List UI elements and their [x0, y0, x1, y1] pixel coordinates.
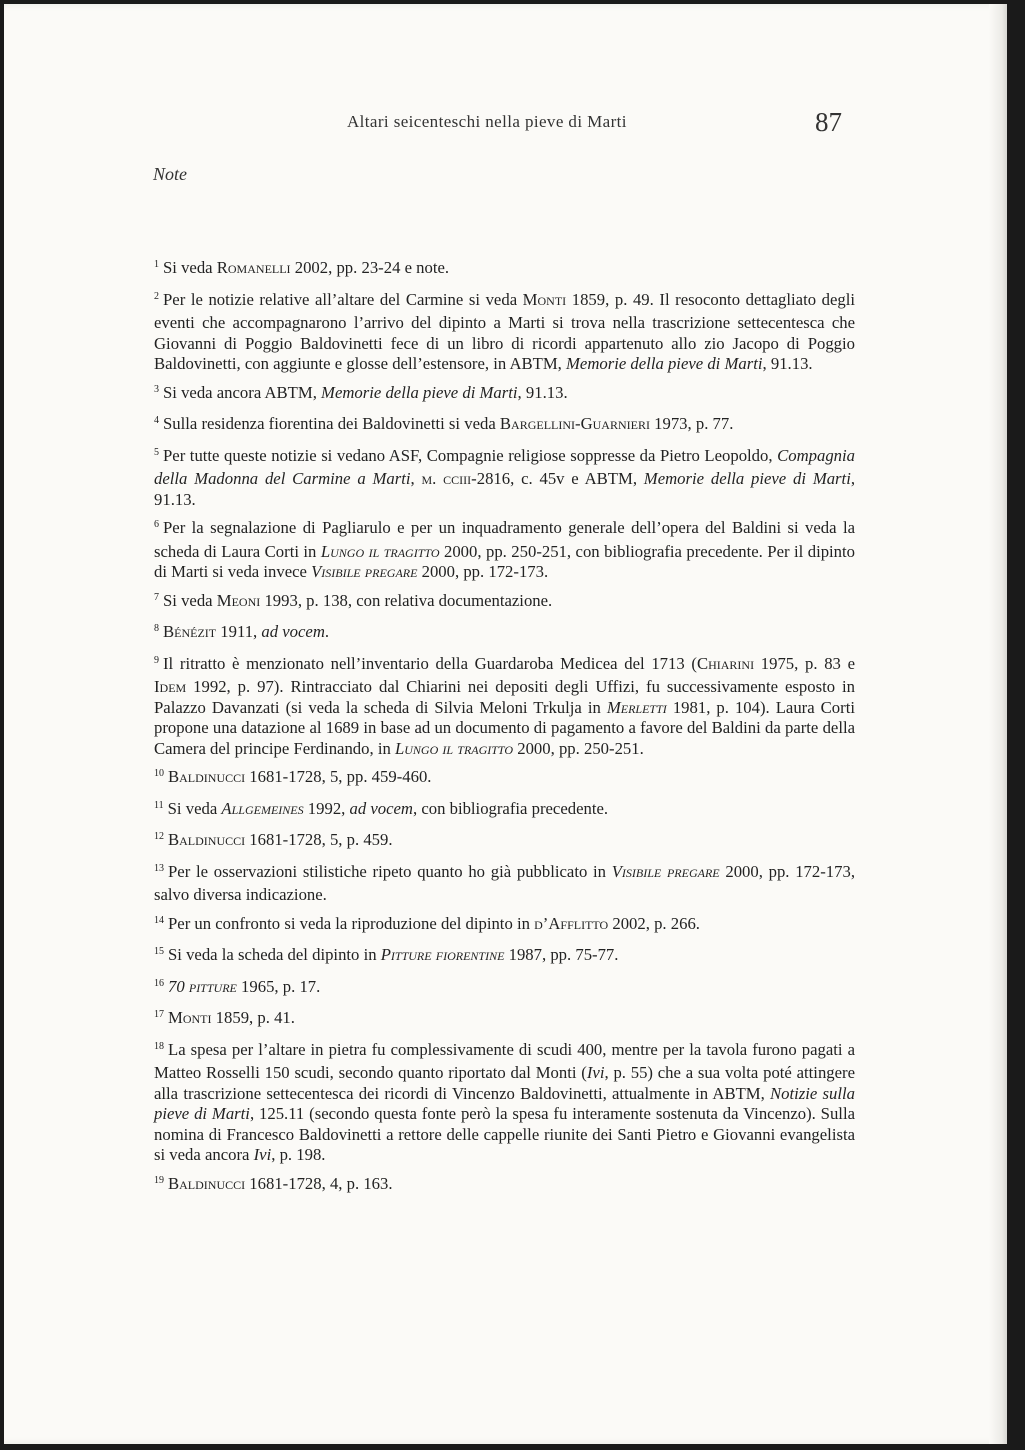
footnote-text: ad vocem — [349, 798, 413, 818]
footnote-text: Idem — [154, 677, 187, 696]
footnote-text: Allgemeines — [221, 798, 304, 818]
footnote-text: 1965, p. 17. — [236, 976, 321, 996]
footnote-number: 3 — [154, 383, 159, 395]
footnote-1 — [154, 258, 855, 282]
footnote-text: Per tutte queste notizie si vedano ASF, Compagnie religiose soppresse da Pietro Leopoldo, — [163, 445, 778, 465]
footnote-text: 1911, — [216, 622, 262, 641]
footnote-13 — [154, 862, 855, 906]
footnote-text: 1681-1728, 5, pp. 459-460. — [245, 767, 432, 786]
footnote-number: 6 — [154, 519, 159, 530]
footnote-4 — [154, 414, 855, 438]
footnote-text: , 91.13. — [154, 469, 855, 509]
footnote-text: Visibile pregare — [311, 562, 418, 581]
footnote-number: 11 — [154, 799, 164, 811]
footnote-15 — [154, 945, 855, 969]
footnote-text: Per la segnalazione di Pagliarulo e per un inquadramento generale dell’opera del Baldini si veda la scheda di Laura Corti in — [154, 518, 855, 561]
footnote-text: , p. 55) che a sua volta poté attingere alla trascrizione settecentesca dei ricordi di Vincenzo Baldovinetti, attualmente in ABTM, — [154, 1063, 855, 1103]
footnote-text: , 91.13. — [517, 382, 568, 402]
footnote-17 — [154, 1008, 855, 1032]
footnote-12 — [154, 830, 855, 854]
footnote-text: La spesa per l’altare in pietra fu complessivamente di scudi 400, mentre per la tavola furono pagati a Matteo Rosselli 150 scudi, secondo quanto riportato dal Monti ( — [154, 1039, 855, 1082]
footnote-number: 9 — [154, 654, 159, 666]
footnote-11 — [154, 799, 855, 823]
footnote-text: 1987, pp. 75-77. — [504, 945, 619, 964]
footnote-text: , 91.13. — [762, 354, 813, 373]
footnote-number: 13 — [154, 862, 164, 874]
footnote-10 — [154, 767, 855, 791]
footnote-text: Baldinucci — [168, 767, 246, 786]
footnote-text: . — [324, 622, 330, 641]
footnote-14 — [154, 914, 855, 938]
footnote-text: d’Afflitto — [534, 913, 609, 933]
footnote-text: 2000, pp. 250-251. — [513, 738, 644, 758]
footnote-number: 10 — [154, 768, 164, 779]
footnote-text: , con bibliografia precedente. — [412, 798, 609, 818]
footnote-text: , — [410, 469, 422, 488]
footnote-text: Si veda — [167, 798, 222, 818]
footnote-text: Bénézit — [163, 622, 217, 641]
footnote-text: ad vocem — [261, 622, 325, 641]
footnote-text: 1859, p. 41. — [211, 1008, 295, 1027]
footnote-text: 1992, p. 97). Rintracciato dal Chiarini nei depositi degli Uffizi, fu successivamente esposto in Palazzo Davanzati (si veda la scheda di Silvia Meloni Trkulja in — [154, 677, 855, 717]
footnote-text: 2000, pp. 172-173. — [417, 562, 549, 581]
footnote-text: Baldinucci — [168, 830, 246, 849]
footnote-text: Lungo il tragitto — [320, 541, 440, 561]
footnote-text: Lungo il tragitto — [394, 738, 514, 758]
footnote-text: , 125.11 (secondo questa fonte però la spesa fu interamente sostenuta da Vincenzo). Sulla nomina di Francesco Baldovinetti a rettore delle cappelle riunite dei Santi Pietro e Giovanni evangelista si veda ancora — [154, 1104, 855, 1164]
footnote-text: 2002, p. 266. — [608, 913, 700, 933]
footnote-5 — [154, 446, 855, 511]
footnote-2 — [154, 290, 855, 375]
footnote-text: Ivi — [586, 1063, 605, 1082]
footnote-number: 7 — [154, 591, 159, 603]
footnote-text: Ivi — [253, 1145, 272, 1164]
footnote-text: 1973, p. 77. — [649, 414, 734, 433]
footnote-text: Bargellini-Guarnieri — [499, 414, 650, 433]
footnote-9 — [154, 654, 855, 760]
footnote-text: Si veda — [163, 258, 217, 277]
footnote-text: Per un confronto si veda la riproduzione del dipinto in — [168, 913, 535, 933]
footnote-number: 15 — [154, 946, 164, 957]
footnote-text: 1975, p. 83 e — [754, 653, 855, 673]
footnote-text: Memorie della pieve di Marti — [566, 354, 763, 373]
footnote-text: 1992, — [303, 798, 350, 818]
footnote-number: 4 — [154, 415, 159, 426]
footnote-number: 14 — [154, 914, 164, 926]
notes-list — [154, 258, 855, 1205]
footnote-text: -2816, c. 45v e ABTM, — [471, 469, 644, 488]
footnote-number: 2 — [154, 290, 159, 302]
footnote-text: Romanelli — [216, 258, 291, 277]
footnote-text: Pitture fiorentine — [380, 945, 505, 964]
footnote-number: 1 — [154, 259, 159, 270]
footnote-text: Per le notizie relative all’altare del Carmine si veda — [163, 289, 523, 309]
footnote-7 — [154, 591, 855, 615]
footnote-number: 5 — [154, 446, 159, 458]
footnote-text: 2000, pp. 172-173, salvo diversa indicazione. — [154, 861, 855, 904]
footnote-16 — [154, 977, 855, 1001]
footnote-text: Il ritratto è menzionato nell’inventario della Guardaroba Medicea del 1713 ( — [163, 653, 697, 673]
book-page — [4, 4, 1007, 1444]
footnote-text: Memorie della pieve di Marti — [643, 469, 851, 488]
footnote-number: 19 — [154, 1174, 164, 1186]
footnote-3 — [154, 383, 855, 407]
footnote-text: 1681-1728, 4, p. 163. — [245, 1173, 393, 1193]
footnote-text: Si veda ancora ABTM, — [163, 382, 322, 402]
page-number: 87 — [815, 107, 842, 137]
footnote-text: 2000, pp. 250-251, con bibliografia precedente. Per il dipinto di Marti si veda invece — [154, 541, 856, 581]
section-title: Note — [153, 164, 187, 184]
page-edge-shadow — [989, 4, 1007, 1444]
footnote-text: Notizie sulla pieve di Marti — [154, 1083, 855, 1123]
footnote-text: Chiarini — [696, 653, 755, 673]
footnote-text: Sulla residenza fiorentina dei Baldovinetti si veda — [163, 414, 500, 433]
footnote-18 — [154, 1040, 855, 1166]
footnote-number: 18 — [154, 1040, 164, 1052]
footnote-text: Meoni — [216, 590, 261, 610]
footnote-text: Monti — [522, 289, 567, 309]
footnote-number: 17 — [154, 1009, 164, 1020]
footnote-text: , p. 198. — [271, 1145, 326, 1164]
footnote-text: 2002, pp. 23-24 e note. — [290, 258, 450, 277]
footnote-text: Merletti — [606, 697, 667, 717]
footnote-text: 1681-1728, 5, p. 459. — [245, 830, 393, 849]
footnote-text: Per le osservazioni stilistiche ripeto quanto ho già pubblicato in — [168, 861, 612, 881]
footnote-text: Visibile pregare — [611, 861, 720, 881]
footnote-19 — [154, 1174, 855, 1198]
footnote-text: Si veda la scheda del dipinto in — [168, 945, 381, 964]
running-title: Altari seicenteschi nella pieve di Marti — [347, 112, 627, 131]
footnote-text: Si veda — [163, 590, 217, 610]
footnote-text: Compagnia della Madonna del Carmine a Marti — [154, 445, 855, 488]
footnote-text: 70 pitture — [168, 976, 237, 996]
footnote-number: 12 — [154, 831, 164, 842]
footnote-number: 8 — [154, 623, 159, 634]
footnote-text: Memorie della pieve di Marti — [321, 382, 518, 402]
footnote-text: m. cciii — [421, 469, 472, 488]
footnote-text: Monti — [168, 1008, 212, 1027]
footnote-text: 1859, p. 49. Il resoconto dettagliato degli eventi che accompagnarono l’arrivo del dipinto a Marti si trova nella trascrizione settecentesca che Giovanni di Poggio Baldovinetti fece di un libro di ricordi appartenuto allo zio Jacopo di Poggio Baldovinetti, con aggiunte e glosse dell’estensore, in ABTM, — [154, 289, 855, 373]
footnote-text: 1993, p. 138, con relativa documentazione. — [260, 590, 553, 610]
footnote-number: 16 — [154, 977, 164, 989]
footnote-8 — [154, 622, 855, 646]
footnote-text: Baldinucci — [168, 1173, 246, 1193]
footnote-text: 1981, p. 104). Laura Corti propone una datazione al 1689 in base ad un documento di pagamento a favore del Baldini da parte della Camera del principe Ferdinando, in — [154, 697, 855, 758]
footnote-6 — [154, 518, 855, 583]
